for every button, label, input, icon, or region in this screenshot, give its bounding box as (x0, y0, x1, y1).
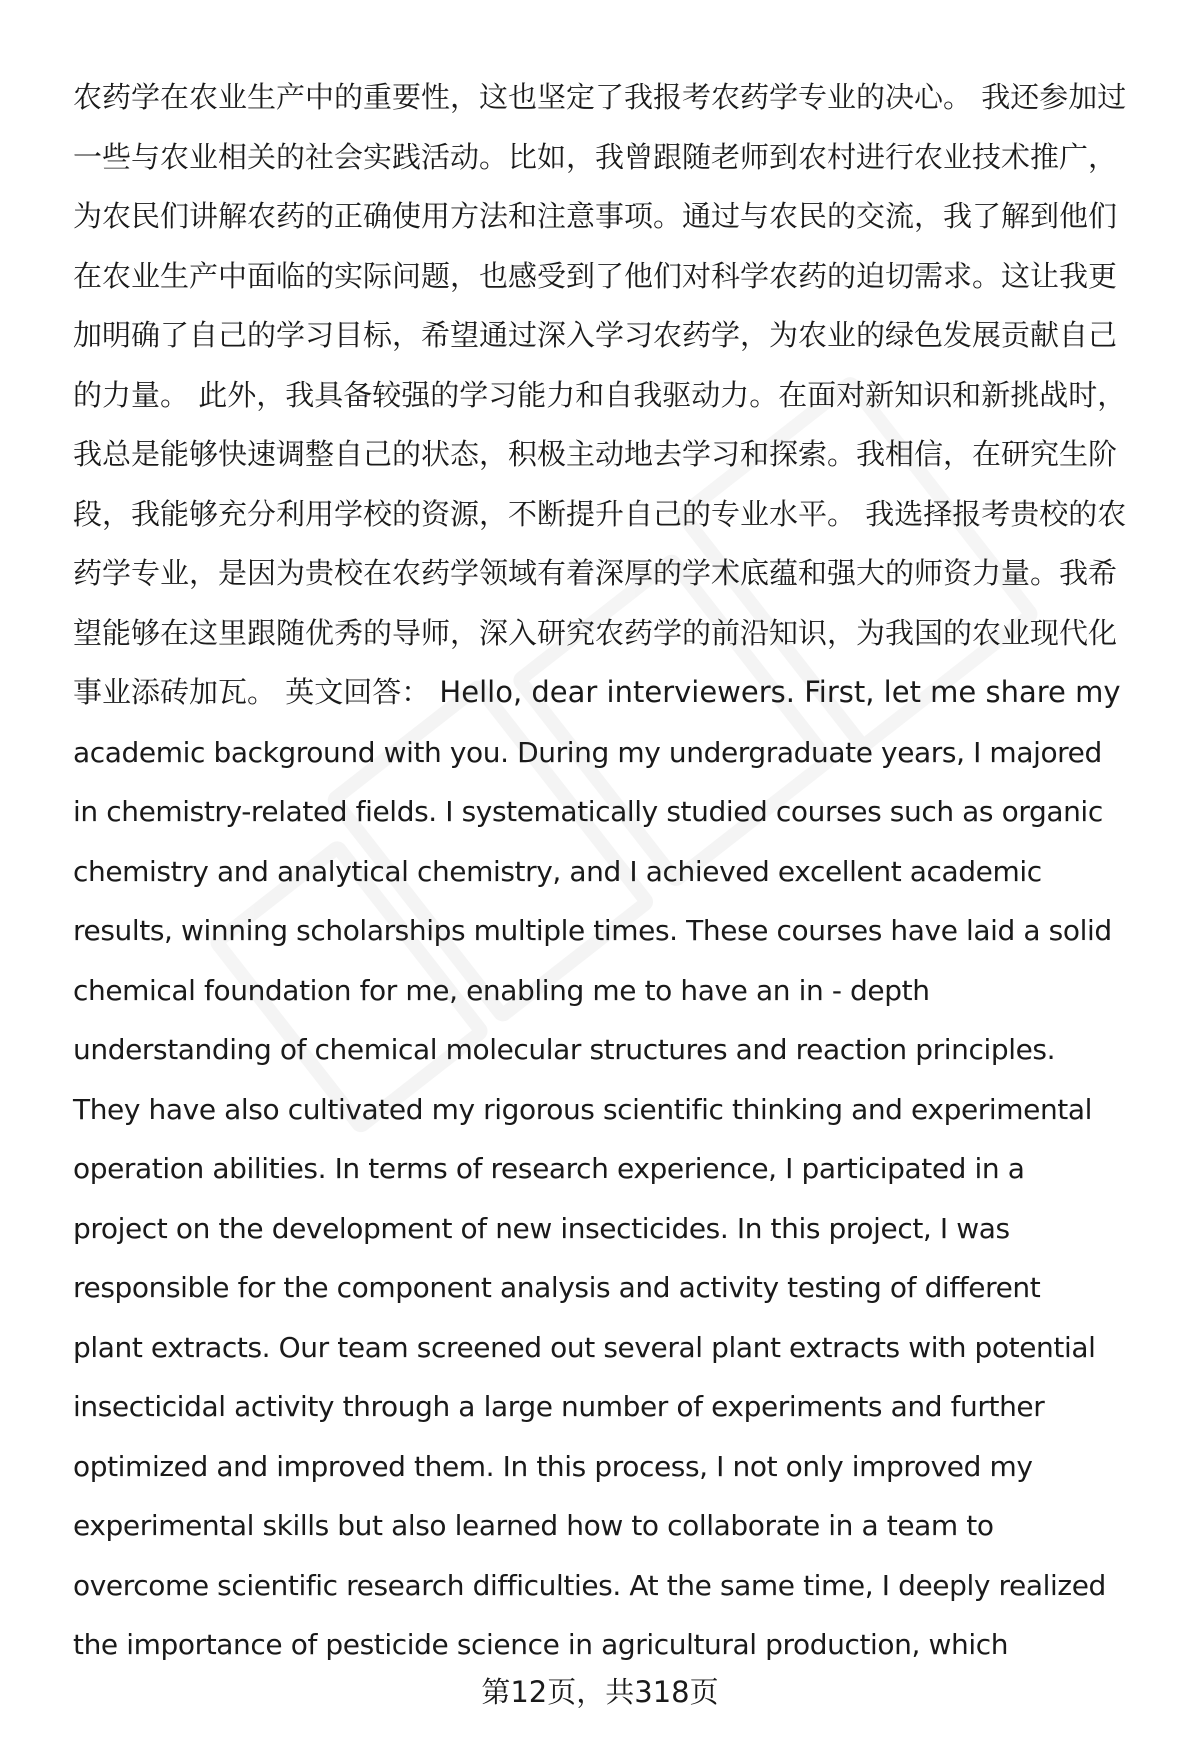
text-line: academic background with you. During my undergraduate years, I majored (73, 735, 1102, 769)
text-line: project on the development of new insecticides. In this project, I was (73, 1211, 1010, 1245)
text-line: 段，我能够充分利用学校的资源，不断提升自己的专业水平。 我选择报考贵校的农 (73, 496, 1127, 531)
text-line: 望能够在这里跟随优秀的导师，深入研究农药学的前沿知识，为我国的农业现代化 (73, 615, 1118, 650)
text-line: 一些与农业相关的社会实践活动。比如，我曾跟随老师到农村进行农业技术推广， (73, 139, 1118, 174)
text-line: operation abilities. In terms of research experience, I participated in a (73, 1152, 1025, 1185)
page-number: 第12页，共318页 (481, 1675, 719, 1709)
text-line: responsible for the component analysis and activity testing of different (73, 1271, 1041, 1304)
text-line: 事业添砖加瓦。 英文回答： Hello, dear interviewers. First, let me share my (73, 675, 1121, 709)
text-line: results, winning scholarships multiple times. These courses have laid a solid (73, 914, 1112, 947)
text-line: 在农业生产中面临的实际问题，也感受到了他们对科学农药的迫切需求。这让我更 (73, 258, 1118, 293)
text-line: 药学专业，是因为贵校在农药学领域有着深厚的学术底蕴和强大的师资力量。我希 (73, 556, 1118, 590)
text-line: chemical foundation for me, enabling me to have an in - depth (73, 973, 930, 1007)
text-line: 农药学在农业生产中的重要性，这也坚定了我报考农药学专业的决心。 我还参加过 (73, 80, 1127, 114)
text-line: understanding of chemical molecular structures and reaction principles. (73, 1033, 1056, 1066)
text-line: 的力量。 此外，我具备较强的学习能力和自我驱动力。在面对新知识和新挑战时， (73, 377, 1127, 412)
text-line: overcome scientific research difficulties. At the same time, I deeply realized (73, 1568, 1106, 1602)
text-line: They have also cultivated my rigorous scientific thinking and experimental (73, 1092, 1093, 1126)
text-line: insecticidal activity through a large number of experiments and further (73, 1390, 1045, 1423)
text-line: 我总是能够快速调整自己的状态，积极主动地去学习和探索。我相信，在研究生阶 (73, 437, 1118, 471)
text-line: 为农民们讲解农药的正确使用方法和注意事项。通过与农民的交流，我了解到他们 (73, 199, 1118, 233)
text-line: plant extracts. Our team screened out several plant extracts with potential (73, 1330, 1096, 1364)
text-line: in chemistry-related fields. I systematically studied courses such as organic (73, 795, 1103, 828)
document-body (73, 68, 1158, 1675)
text-line: the importance of pesticide science in agricultural production, which (73, 1628, 1009, 1661)
text-line: chemistry and analytical chemistry, and I achieved excellent academic (73, 854, 1042, 888)
text-line: 加明确了自己的学习目标，希望通过深入学习农药学，为农业的绿色发展贡献自己 (73, 318, 1118, 352)
text-line: optimized and improved them. In this process, I not only improved my (73, 1449, 1033, 1483)
text-line: experimental skills but also learned how to collaborate in a team to (73, 1509, 994, 1542)
